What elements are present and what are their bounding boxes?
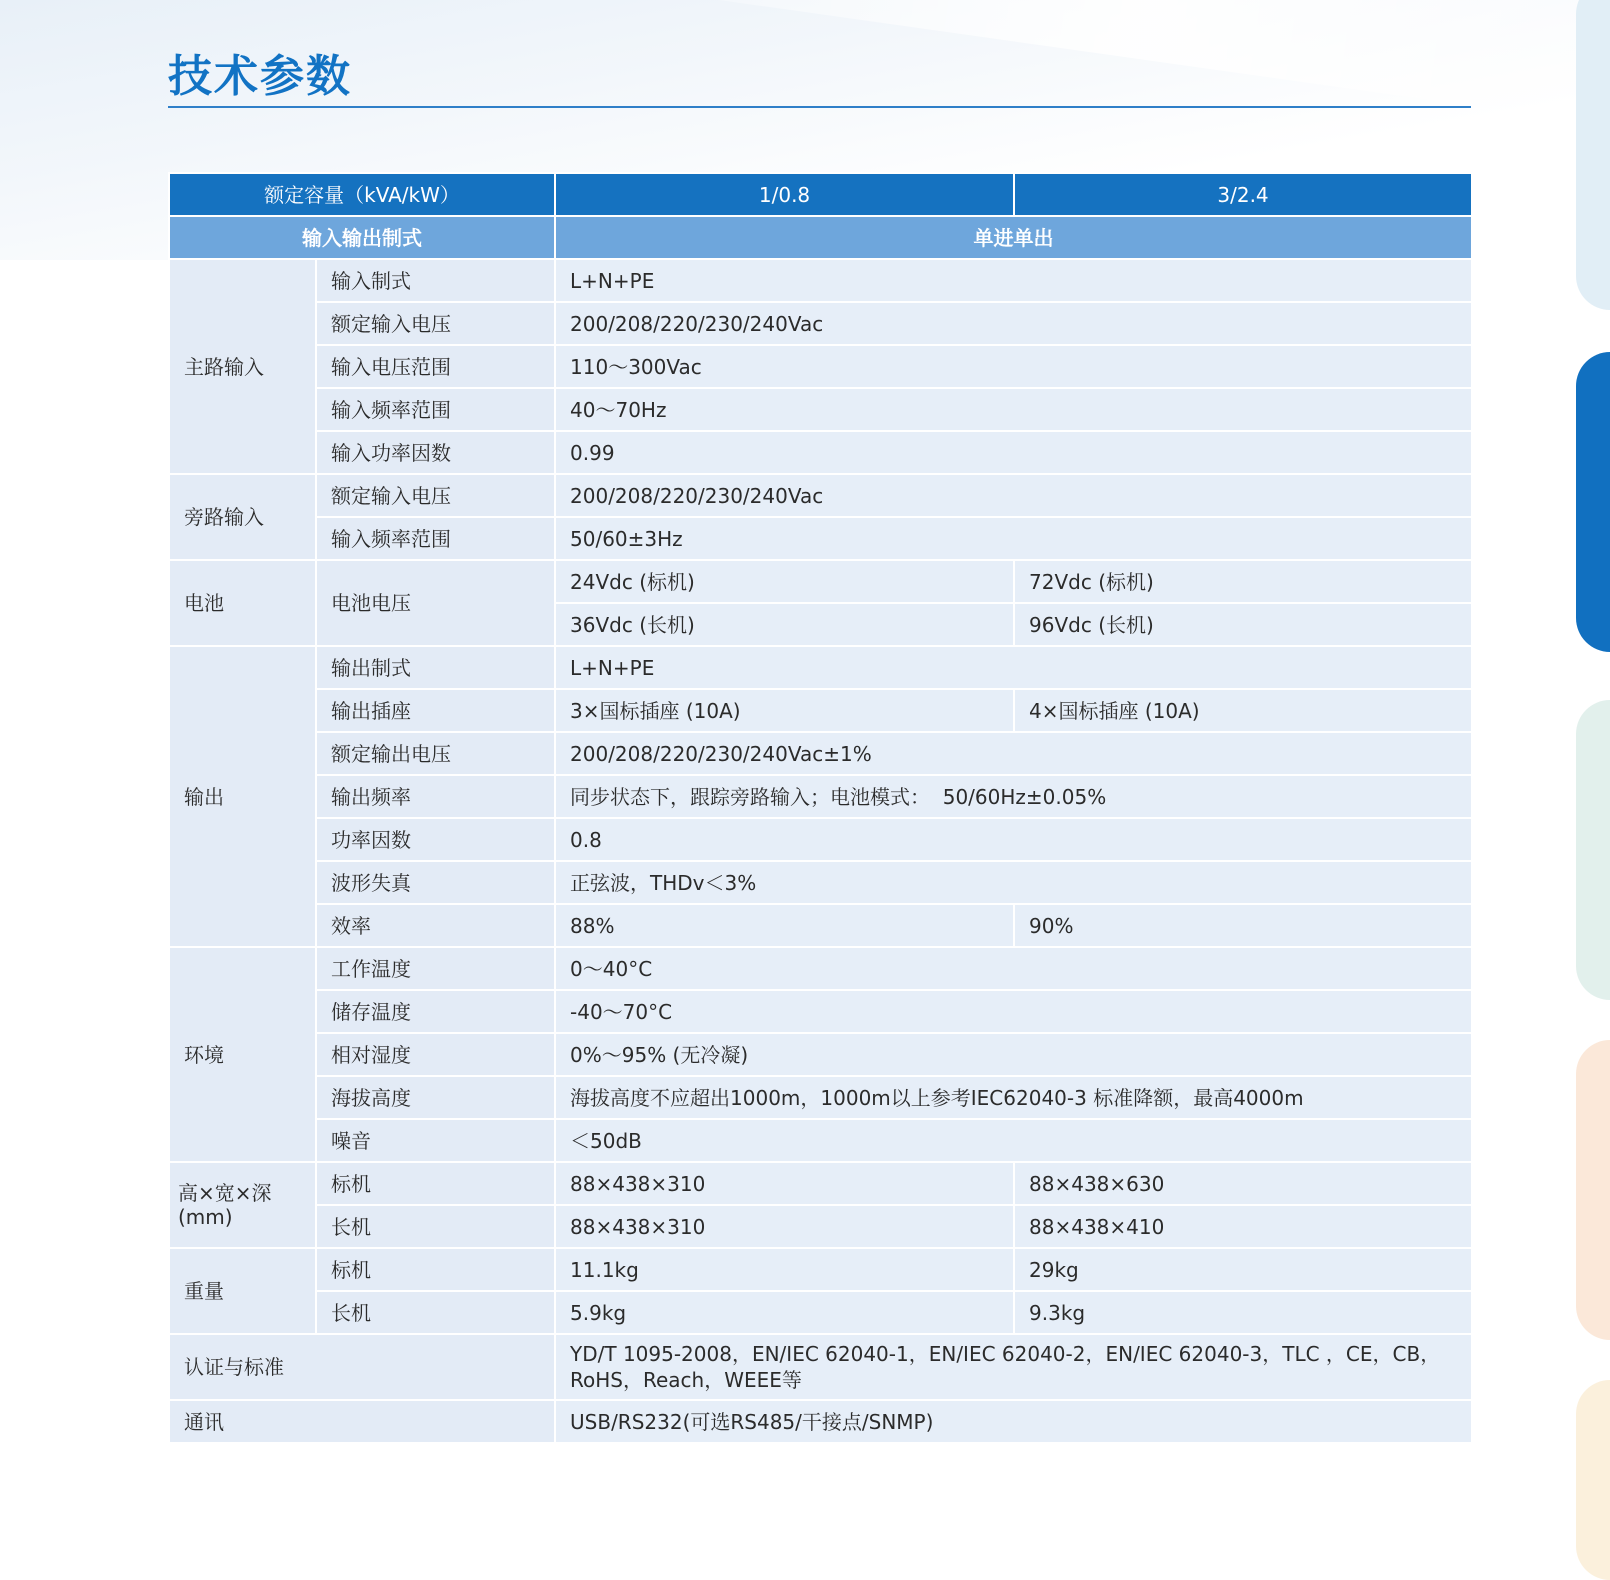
row-value: 海拔高度不应超出1000m，1000m以上参考IEC62040-3 标准降额，最高4000m	[555, 1076, 1472, 1119]
row-label: 输入制式	[316, 259, 555, 302]
row-label: 长机	[316, 1291, 555, 1334]
row-value-model-2: 88×438×410	[1014, 1205, 1472, 1248]
row-value: 200/208/220/230/240Vac	[555, 474, 1472, 517]
table-row	[169, 1248, 1472, 1291]
side-tab-light-blue[interactable]	[1576, 0, 1610, 310]
row-value: 0～40°C	[555, 947, 1472, 990]
table-row	[169, 646, 1472, 689]
model-1-header: 1/0.8	[555, 173, 1014, 216]
side-tab-blue[interactable]	[1576, 352, 1610, 652]
group-weight: 重量	[169, 1248, 316, 1334]
row-value: 0.99	[555, 431, 1472, 474]
table-row	[169, 1033, 1472, 1076]
row-value-model-2: 88×438×630	[1014, 1162, 1472, 1205]
row-value: 110～300Vac	[555, 345, 1472, 388]
io-mode-value: 单进单出	[555, 216, 1472, 259]
row-value-model-1: 3×国标插座 (10A)	[555, 689, 1014, 732]
row-value: 正弦波，THDv＜3%	[555, 861, 1472, 904]
table-row	[169, 302, 1472, 345]
page-title: 技术参数	[168, 51, 352, 102]
dimensions-label-line2: (mm)	[178, 1205, 233, 1229]
table-row	[169, 517, 1472, 560]
table-header-row	[169, 173, 1472, 216]
table-row	[169, 560, 1472, 603]
row-label: 储存温度	[316, 990, 555, 1033]
group-battery: 电池	[169, 560, 316, 646]
row-label: 输入电压范围	[316, 345, 555, 388]
table-row	[169, 1334, 1472, 1400]
communication-label: 通讯	[169, 1400, 555, 1443]
row-label: 输入频率范围	[316, 517, 555, 560]
row-label: 效率	[316, 904, 555, 947]
model-2-header: 3/2.4	[1014, 173, 1472, 216]
row-value: 50/60±3Hz	[555, 517, 1472, 560]
capacity-header: 额定容量（kVA/kW）	[169, 173, 555, 216]
row-value-model-1: 88×438×310	[555, 1205, 1014, 1248]
row-label: 标机	[316, 1248, 555, 1291]
table-row	[169, 689, 1472, 732]
row-value: 40～70Hz	[555, 388, 1472, 431]
row-value-model-1: 24Vdc (标机)	[555, 560, 1014, 603]
table-row	[169, 947, 1472, 990]
row-value: ＜50dB	[555, 1119, 1472, 1162]
side-tab-cream[interactable]	[1576, 1380, 1610, 1580]
row-label: 噪音	[316, 1119, 555, 1162]
row-value: 0%～95% (无冷凝)	[555, 1033, 1472, 1076]
row-value-model-1: 36Vdc (长机)	[555, 603, 1014, 646]
row-label: 功率因数	[316, 818, 555, 861]
row-value: 同步状态下，跟踪旁路输入；电池模式： 50/60Hz±0.05%	[555, 775, 1472, 818]
row-label: 输入频率范围	[316, 388, 555, 431]
row-value-model-2: 90%	[1014, 904, 1472, 947]
table-row	[169, 1400, 1472, 1443]
dimensions-label-line1: 高×宽×深	[178, 1181, 272, 1205]
row-label: 额定输入电压	[316, 474, 555, 517]
io-mode-label: 输入输出制式	[169, 216, 555, 259]
certification-line-1: YD/T 1095-2008，EN/IEC 62040-1，EN/IEC 62040-2，EN/IEC 62040-3，TLC ，CE，CB，	[570, 1342, 1441, 1366]
table-row	[169, 388, 1472, 431]
row-value-model-1: 88×438×310	[555, 1162, 1014, 1205]
table-row	[169, 818, 1472, 861]
table-row	[169, 474, 1472, 517]
certification-line-2: RoHS，Reach，WEEE等	[570, 1368, 802, 1392]
row-label: 长机	[316, 1205, 555, 1248]
row-value-model-2: 96Vdc (长机)	[1014, 603, 1472, 646]
row-label: 海拔高度	[316, 1076, 555, 1119]
title-underline	[168, 106, 1471, 108]
table-row	[169, 732, 1472, 775]
row-value: 200/208/220/230/240Vac±1%	[555, 732, 1472, 775]
row-label: 工作温度	[316, 947, 555, 990]
row-label: 标机	[316, 1162, 555, 1205]
table-row	[169, 775, 1472, 818]
row-value-model-2: 72Vdc (标机)	[1014, 560, 1472, 603]
group-output: 输出	[169, 646, 316, 947]
row-value: 0.8	[555, 818, 1472, 861]
table-row	[169, 861, 1472, 904]
group-environment: 环境	[169, 947, 316, 1162]
communication-value: USB/RS232(可选RS485/干接点/SNMP)	[555, 1400, 1472, 1443]
table-row	[169, 431, 1472, 474]
row-value-model-1: 11.1kg	[555, 1248, 1014, 1291]
row-value: 200/208/220/230/240Vac	[555, 302, 1472, 345]
row-label: 额定输入电压	[316, 302, 555, 345]
table-row	[169, 1291, 1472, 1334]
row-label: 额定输出电压	[316, 732, 555, 775]
row-label: 相对湿度	[316, 1033, 555, 1076]
row-value-model-1: 88%	[555, 904, 1014, 947]
row-label: 输入功率因数	[316, 431, 555, 474]
row-label: 输出频率	[316, 775, 555, 818]
table-row	[169, 259, 1472, 302]
row-value-model-2: 4×国标插座 (10A)	[1014, 689, 1472, 732]
row-label: 波形失真	[316, 861, 555, 904]
row-value: -40～70°C	[555, 990, 1472, 1033]
group-dimensions	[169, 1162, 316, 1248]
group-main-input: 主路输入	[169, 259, 316, 474]
table-row	[169, 1162, 1472, 1205]
certification-label: 认证与标准	[169, 1334, 555, 1400]
table-row	[169, 1205, 1472, 1248]
row-value-model-2: 29kg	[1014, 1248, 1472, 1291]
group-bypass-input: 旁路输入	[169, 474, 316, 560]
table-row	[169, 1076, 1472, 1119]
row-value: L+N+PE	[555, 259, 1472, 302]
row-value-model-1: 5.9kg	[555, 1291, 1014, 1334]
row-value-model-2: 9.3kg	[1014, 1291, 1472, 1334]
table-row	[169, 1119, 1472, 1162]
row-label: 输出制式	[316, 646, 555, 689]
spec-table	[168, 172, 1473, 1444]
certification-value	[555, 1334, 1472, 1400]
row-label: 输出插座	[316, 689, 555, 732]
row-label: 电池电压	[316, 560, 555, 646]
side-tab-peach[interactable]	[1576, 1040, 1610, 1340]
io-mode-row	[169, 216, 1472, 259]
table-row	[169, 345, 1472, 388]
table-row	[169, 904, 1472, 947]
table-row	[169, 990, 1472, 1033]
side-tab-green[interactable]	[1576, 700, 1610, 1000]
row-value: L+N+PE	[555, 646, 1472, 689]
